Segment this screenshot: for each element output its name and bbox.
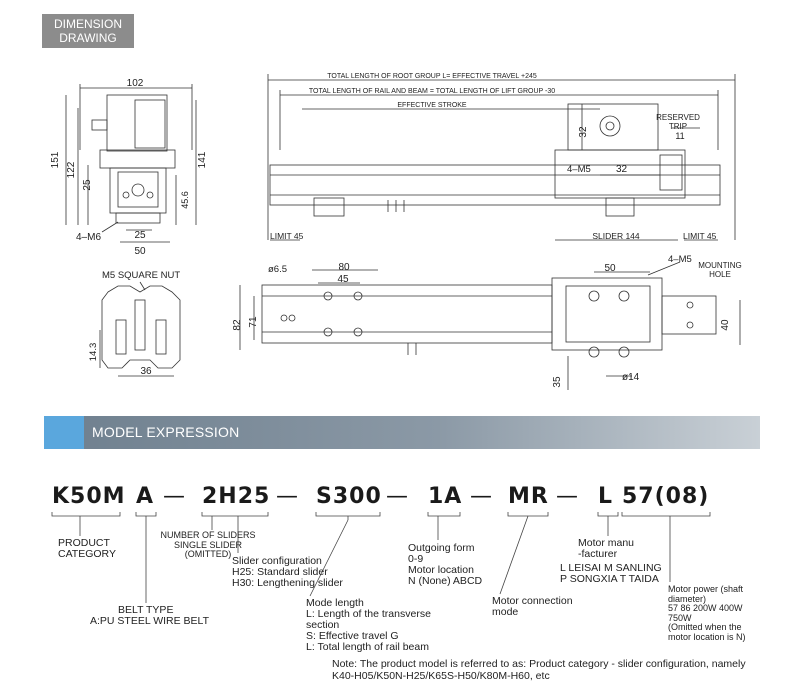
bracket-mr: [508, 512, 548, 516]
dim-4-m6: 4–M6: [76, 232, 102, 243]
dim-40: 40: [720, 319, 731, 331]
dim-36: 36: [140, 366, 152, 377]
mounting-label-1: MOUNTING: [698, 261, 742, 270]
dim-32: 32: [616, 164, 628, 175]
label-belt-type: BELT TYPE A:PU STEEL WIRE BELT: [90, 604, 210, 627]
limit-left: LIMIT 45: [270, 231, 304, 241]
label-motor-manufacturer: Motor manu -facturer L LEISAI M SANLING P SONGXIA T TAIDA: [560, 537, 662, 585]
dim-141: 141: [197, 151, 208, 169]
label-number-of-sliders: NUMBER OF SLIDERS SINGLE SLIDER (OMITTED): [160, 530, 256, 559]
dim-14-3: 14.3: [88, 342, 99, 362]
model-expression-title: MODEL EXPRESSION: [92, 424, 240, 440]
dimension-title-line1: DIMENSION: [53, 17, 122, 31]
code-dash-3: —: [386, 484, 409, 509]
dim-71: 71: [248, 316, 259, 328]
dim-80: 80: [338, 262, 350, 273]
code-dash-2: —: [276, 484, 299, 509]
dim-82: 82: [232, 319, 243, 331]
label-product-category: PRODUCT CATEGORY: [58, 537, 116, 560]
total-length-rail: TOTAL LENGTH OF RAIL AND BEAM = TOTAL LENGTH OF LIFT GROUP -30: [308, 88, 556, 95]
reserved-label-2: TRIP: [668, 122, 688, 131]
bracket-l: [598, 512, 618, 516]
bracket-k50m: [52, 512, 120, 516]
code-2h25: 2H25: [202, 484, 271, 509]
dim-6-5: ø6.5: [268, 264, 288, 275]
code-1a: 1A: [428, 484, 463, 509]
dim-122: 122: [66, 161, 77, 179]
bracket-1a: [428, 512, 460, 516]
dim-151: 151: [50, 151, 61, 169]
m5-square-nut-label: M5 SQUARE NUT: [102, 270, 181, 281]
dim-45: 45: [337, 274, 349, 285]
label-mode-length: Mode length L: Length of the transverse section S: Effective travel G L: Total length of rail beam: [306, 597, 431, 653]
dim-11: 11: [675, 131, 685, 141]
bracket-2h25: [202, 512, 268, 516]
effective-stroke: EFFECTIVE STROKE: [397, 102, 467, 109]
dim-25-vertical: 25: [82, 179, 93, 191]
mounting-label-2: HOLE: [709, 270, 731, 279]
dimension-title-line2: DRAWING: [59, 31, 117, 45]
label-outgoing-form: Outgoing form 0-9 Motor location N (None) ABCD: [408, 542, 483, 587]
code-dash-1: —: [163, 484, 186, 509]
dim-50: 50: [134, 246, 146, 257]
code-a: A: [136, 484, 155, 509]
code-dash-4: —: [470, 484, 493, 509]
code-mr: MR: [508, 484, 549, 509]
dim-50-top: 50: [604, 263, 616, 274]
total-length-root: TOTAL LENGTH OF ROOT GROUP L= EFFECTIVE TRAVEL +245: [327, 73, 537, 80]
dim-4-m5-side: 4–M5: [567, 164, 591, 175]
code-dash-5: —: [556, 484, 579, 509]
model-note: Note: The product model is referred to as: Product category - slider configuration, namely K40-H05/K50N-H25/K65S-H50/K80M-H60, etc: [332, 658, 746, 682]
dim-102: 102: [126, 78, 144, 89]
dim-14-diameter: ø14: [622, 372, 640, 383]
limit-right: LIMIT 45: [683, 231, 717, 241]
label-motor-connection: Motor connection mode: [492, 595, 573, 618]
bracket-57-08: [622, 512, 710, 516]
code-k50m: K50M: [52, 484, 126, 509]
reserved-label-1: RESERVED: [656, 113, 700, 122]
dim-32-vertical: 32: [578, 126, 589, 138]
dim-45-6: 45.6: [180, 191, 190, 209]
code-s300: S300: [316, 484, 382, 509]
label-slider-configuration: Slider configuration H25: Standard slider H30: Lengthening slider: [232, 555, 343, 589]
dim-25: 25: [134, 230, 146, 241]
slider-144: SLIDER 144: [592, 231, 640, 241]
dim-4-m5-top: 4–M5: [668, 254, 692, 265]
dim-35: 35: [552, 376, 563, 388]
code-57-08: 57(08): [622, 484, 710, 509]
bracket-s300: [316, 512, 380, 516]
bracket-a: [136, 512, 156, 516]
code-l: L: [598, 484, 614, 509]
label-motor-power: Motor power (shaft diameter) 57 86 200W 400W 750W (Omitted when the motor location is N): [668, 584, 746, 642]
